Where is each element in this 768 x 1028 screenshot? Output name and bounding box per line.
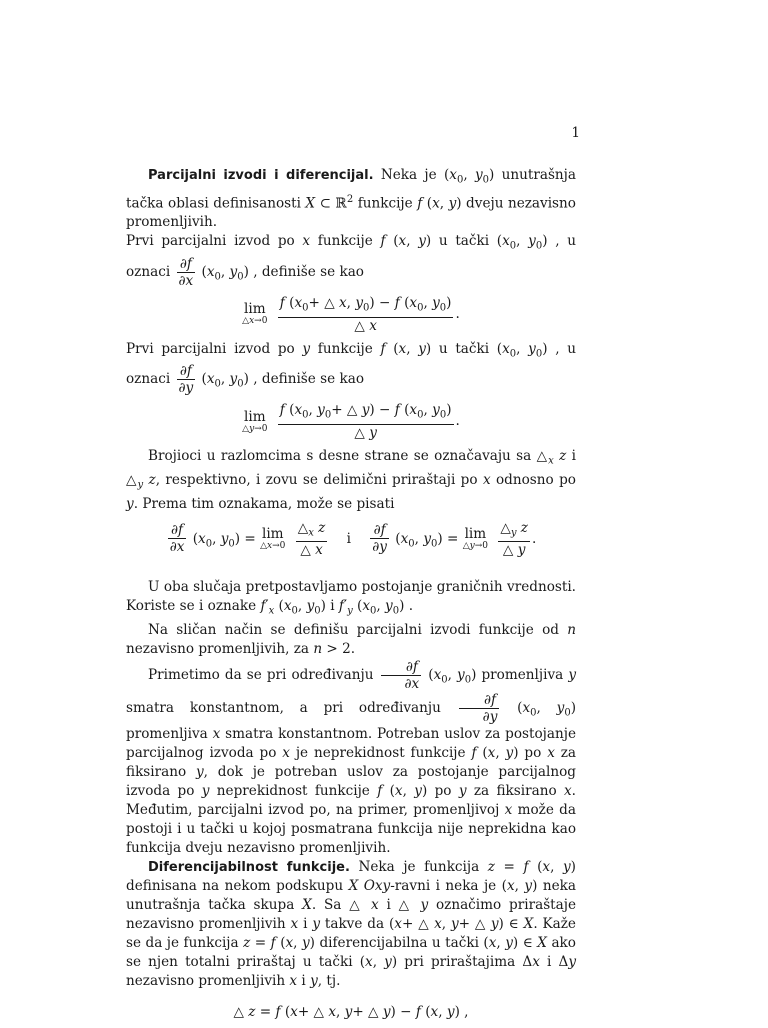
equation: △ z = f (x+ △ x, y+ △ y) − f (x, y) ,: [233, 1004, 469, 1020]
paragraph: Na sličan način se definišu parcijalni izvodi funkcije od n nezavisno promenljivih, za n > 2.: [126, 622, 576, 657]
partial-derivative: $\frac{\partial f}{\partial x}$: [178, 255, 194, 289]
paragraph: Diferencijabilnost funkcije. Neka je funkcija z = f (x, y) definisana na nekom podskupu X Oxy-ravni i neka je (x, y) neka unutrašnja tačka skupa X. Sa △ x i △ y označimo priraštaje nezavisno promenljivih x i y takve da (x+ △ x, y+ △ y) ∈ X. Kaže se da je funkcija z = f (x, y) diferencijabilna u tački (x, y) ∈ X ako se njen totalni priraštaj u tački (x, y) pri priraštajima Δx i Δy nezavisno promenljivih x i y, tj.: [126, 859, 576, 989]
paragraph: Brojioci u razlomcima s desne strane se označavaju sa $\triangle_x$ z i $\triangle_y$ z, respektivno, i zovu se delimični priraštaji po x odnosno po y. Prema tim oznakama, može se pisati: [126, 448, 576, 512]
body-text: [126, 166, 576, 1028]
partial-derivative: $\frac{\partial f}{\partial y}$: [178, 363, 194, 397]
equation: lim △y→0 $\frac{f (x_0, y_0+ \triangle y) - f (x_0, y_0)}{\triangle y}$ .: [242, 402, 460, 442]
page-number: 1: [571, 125, 580, 141]
paragraph: Prvi parcijalni izvod po x funkcije f (x, y) u tački ($x_0$, $y_0$) , u oznaci $\frac{\partial f}{\partial x}$ ($x_0$, $y_0$) , definiše se kao: [126, 233, 576, 289]
section-heading: Parcijalni izvodi i diferencijal.: [148, 168, 374, 183]
equation: $\frac{\partial f}{\partial x}$ ($x_0$, $y_0$) = lim △x→0 $\frac{\triangle_x z}{\triangle x}$ i $\frac{\partial f}{\partial y}$ ($x_0$, $y_0$) = lim △y→0 $\frac{\triangle_y z}{\triangle y}$ .: [169, 519, 537, 559]
paragraph: Parcijalni izvodi i diferencijal. Neka je ($x_0$, $y_0$) unutrašnja tačka oblasi definisanosti X ⊂ ℝ$^2$ funkcije f (x, y) dveju nezavisno promenljivih.: [126, 167, 576, 231]
equation: lim △x→0 $\frac{f (x_0+ \triangle x, y_0) - f (x_0, y_0)}{\triangle x}$ .: [242, 294, 460, 334]
section-heading: Diferencijabilnost funkcije.: [148, 860, 350, 875]
paragraph: U oba slučaja pretpostavljamo postojanje graničnih vrednosti. Koriste se i oznake $f'_x$ ($x_0$, $y_0$) i $f'_y$ ($x_0$, $y_0$) .: [126, 579, 576, 617]
paragraph: Primetimo da se pri određivanju $\frac{\partial f}{\partial x}$ ($x_0$, $y_0$) promenljiva y smatra konstantnom, a pri određivanju $\frac{\partial f}{\partial y}$ ($x_0$, $y_0$) promenljiva x smatra konstantnom. Potreban uslov za postojanje parcijalnog izvoda po x je neprekidnost funkcije f (x, y) po x za fiksirano y, dok je potreban uslov za postojanje parcijalnog izvoda po y neprekidnost funkcije f (x, y) po y za fiksirano x. Međutim, parcijalni izvod po, na primer, promenljivoj x može da postoji i u tački u kojoj posmatrana funkcija nije neprekidna kao funkcija dveju nezavisno promenljivih.: [126, 659, 577, 856]
paragraph: Prvi parcijalni izvod po y funkcije f (x, y) u tački ($x_0$, $y_0$) , u oznaci $\frac{\partial f}{\partial y}$ ($x_0$, $y_0$) , definiše se kao: [126, 340, 576, 397]
